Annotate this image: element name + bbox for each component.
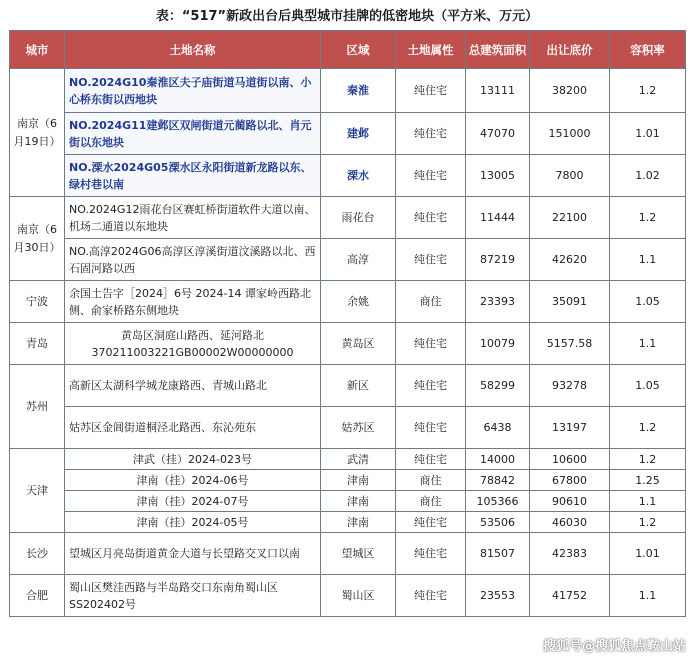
price: 7800 (530, 155, 610, 197)
property: 纯住宅 (396, 113, 466, 155)
table-row (10, 113, 686, 155)
district: 姑苏区 (321, 407, 396, 449)
city-cell: 合肥 (10, 575, 65, 617)
city-cell: 长沙 (10, 533, 65, 575)
price: 67800 (530, 470, 610, 491)
table-row (10, 575, 686, 617)
area: 11444 (466, 197, 530, 239)
price: 41752 (530, 575, 610, 617)
land-name: 余国土告字［2024］6号 2024-14 谭家岭西路北侧、俞家桥路东侧地块 (65, 281, 321, 323)
district: 雨花台 (321, 197, 396, 239)
area: 81507 (466, 533, 530, 575)
city-cell: 南京（6月30日） (10, 197, 65, 281)
property: 纯住宅 (396, 239, 466, 281)
district: 高淳 (321, 239, 396, 281)
area: 23553 (466, 575, 530, 617)
city-cell: 天津 (10, 449, 65, 533)
land-name: 津南（挂）2024-05号 (65, 512, 321, 533)
district: 武清 (321, 449, 396, 470)
header-city: 城市 (10, 31, 65, 69)
price: 90610 (530, 491, 610, 512)
price: 22100 (530, 197, 610, 239)
land-name: NO.2024G11建邺区双闸街道元蔺路以北、肖元街以东地块 (65, 113, 321, 155)
far: 1.02 (610, 155, 686, 197)
area: 87219 (466, 239, 530, 281)
property: 纯住宅 (396, 575, 466, 617)
table-row (10, 281, 686, 323)
property: 纯住宅 (396, 512, 466, 533)
property: 纯住宅 (396, 533, 466, 575)
district: 望城区 (321, 533, 396, 575)
price: 5157.58 (530, 323, 610, 365)
far: 1.1 (610, 491, 686, 512)
header-name: 土地名称 (65, 31, 321, 69)
city-cell: 宁波 (10, 281, 65, 323)
far: 1.25 (610, 470, 686, 491)
district: 津南 (321, 491, 396, 512)
area: 6438 (466, 407, 530, 449)
land-name: NO.2024G12雨花台区赛虹桥街道软件大道以南、机场二通道以东地块 (65, 197, 321, 239)
land-name: 津南（挂）2024-06号 (65, 470, 321, 491)
table-row (10, 239, 686, 281)
area: 13005 (466, 155, 530, 197)
land-name: 黄岛区洞庭山路西、延河路北370211003221GB00002W00000000 (65, 323, 321, 365)
header-district: 区域 (321, 31, 396, 69)
land-name: 望城区月亮岛街道黄金大道与长望路交叉口以南 (65, 533, 321, 575)
land-name: 姑苏区金阊街道桐泾北路西、东沁苑东 (65, 407, 321, 449)
district: 秦淮 (321, 69, 396, 113)
property: 纯住宅 (396, 365, 466, 407)
district: 黄岛区 (321, 323, 396, 365)
header-area: 总建筑面积 (466, 31, 530, 69)
city-cell: 南京（6月19日） (10, 69, 65, 197)
table-row (10, 470, 686, 491)
district: 津南 (321, 470, 396, 491)
price: 151000 (530, 113, 610, 155)
district: 津南 (321, 512, 396, 533)
header-price: 出让底价 (530, 31, 610, 69)
header-property: 土地属性 (396, 31, 466, 69)
price: 42620 (530, 239, 610, 281)
district: 新区 (321, 365, 396, 407)
area: 105366 (466, 491, 530, 512)
table-row (10, 155, 686, 197)
district: 余姚 (321, 281, 396, 323)
watermark: 搜狐号@搜狐焦点鞍山站 (542, 639, 686, 654)
property: 纯住宅 (396, 197, 466, 239)
table-row (10, 407, 686, 449)
price: 13197 (530, 407, 610, 449)
table-row (10, 512, 686, 533)
far: 1.01 (610, 113, 686, 155)
table-row (10, 491, 686, 512)
land-name: NO.溧水2024G05溧水区永阳街道新龙路以东、绿村巷以南 (65, 155, 321, 197)
header-row (10, 31, 686, 69)
price: 42383 (530, 533, 610, 575)
district: 建邺 (321, 113, 396, 155)
far: 1.1 (610, 323, 686, 365)
far: 1.2 (610, 512, 686, 533)
land-name: NO.2024G10秦淮区夫子庙街道马道街以南、小心桥东街以西地块 (65, 69, 321, 113)
area: 58299 (466, 365, 530, 407)
price: 10600 (530, 449, 610, 470)
area: 14000 (466, 449, 530, 470)
price: 93278 (530, 365, 610, 407)
area: 53506 (466, 512, 530, 533)
area: 13111 (466, 69, 530, 113)
header-far: 容积率 (610, 31, 686, 69)
far: 1.2 (610, 197, 686, 239)
area: 47070 (466, 113, 530, 155)
city-cell: 青岛 (10, 323, 65, 365)
far: 1.1 (610, 575, 686, 617)
land-name: 津南（挂）2024-07号 (65, 491, 321, 512)
land-table (9, 30, 686, 617)
far: 1.2 (610, 69, 686, 113)
property: 商住 (396, 491, 466, 512)
far: 1.05 (610, 281, 686, 323)
far: 1.01 (610, 533, 686, 575)
table-row (10, 69, 686, 113)
land-name: NO.高淳2024G06高淳区淳溪街道汶溪路以北、西石固河路以西 (65, 239, 321, 281)
price: 46030 (530, 512, 610, 533)
district: 溧水 (321, 155, 396, 197)
table-row (10, 323, 686, 365)
table-title: 表：“517”新政出台后典型城市挂牌的低密地块（平方米、万元） (155, 9, 539, 24)
table-row (10, 449, 686, 470)
area: 23393 (466, 281, 530, 323)
property: 商住 (396, 281, 466, 323)
district: 蜀山区 (321, 575, 396, 617)
property: 纯住宅 (396, 323, 466, 365)
far: 1.05 (610, 365, 686, 407)
property: 纯住宅 (396, 449, 466, 470)
far: 1.2 (610, 407, 686, 449)
price: 38200 (530, 69, 610, 113)
far: 1.2 (610, 449, 686, 470)
land-name: 津武（挂）2024-023号 (65, 449, 321, 470)
area: 78842 (466, 470, 530, 491)
far: 1.1 (610, 239, 686, 281)
table-row (10, 533, 686, 575)
property: 纯住宅 (396, 69, 466, 113)
property: 纯住宅 (396, 155, 466, 197)
property: 商住 (396, 470, 466, 491)
land-name: 高新区太湖科学城龙康路西、青城山路北 (65, 365, 321, 407)
price: 35091 (530, 281, 610, 323)
property: 纯住宅 (396, 407, 466, 449)
land-name: 蜀山区樊洼西路与半岛路交口东南角蜀山区SS202402号 (65, 575, 321, 617)
table-row (10, 197, 686, 239)
city-cell: 苏州 (10, 365, 65, 449)
area: 10079 (466, 323, 530, 365)
table-row (10, 365, 686, 407)
